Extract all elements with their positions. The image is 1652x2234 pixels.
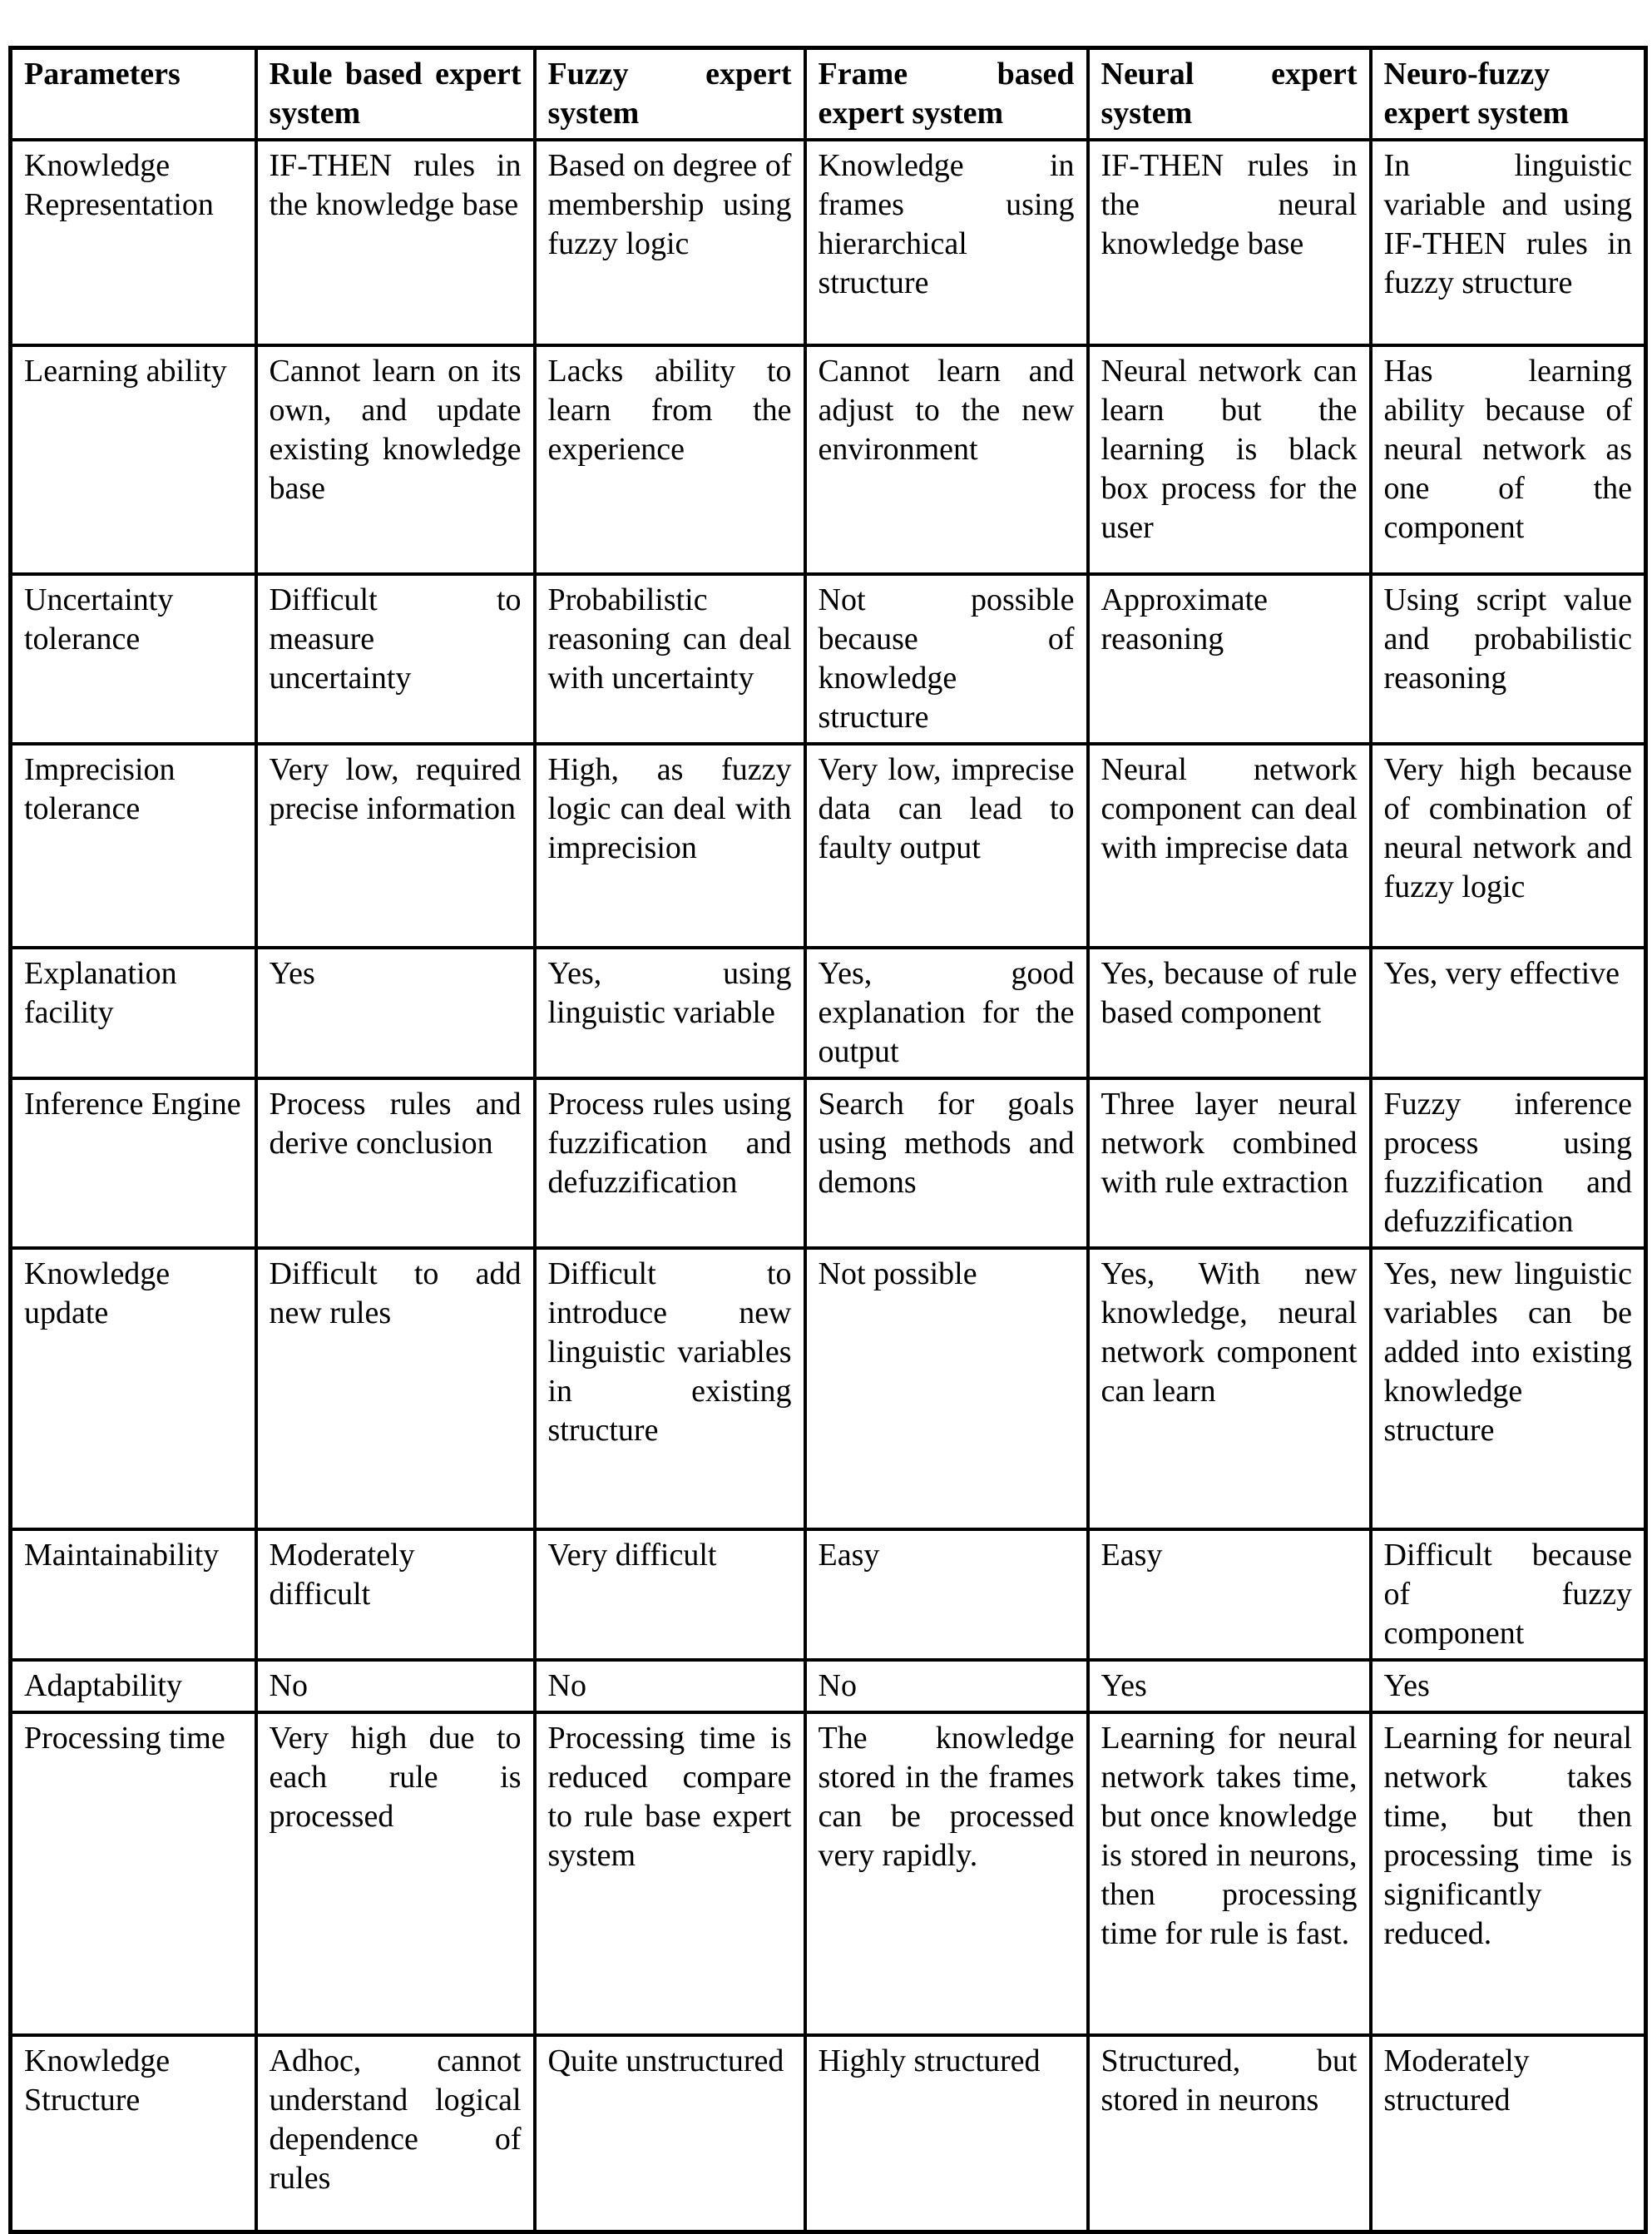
cell: Yes, new linguistic variables can be added into existing knowledge structure (1371, 1248, 1646, 1529)
table-row-imprecision-tolerance (11, 744, 1646, 948)
row-param: Knowledge Structure (11, 2035, 256, 2232)
row-param: Maintainability (11, 1529, 256, 1660)
cell: Processing time is reduced compare to rule base expert system (535, 1712, 805, 2035)
cell: Yes, good explanation for the output (805, 948, 1088, 1078)
table-row-knowledge-update (11, 1248, 1646, 1529)
cell: Lacks ability to learn from the experience (535, 345, 805, 574)
row-param: Uncertainty tolerance (11, 574, 256, 744)
row-param: Explanation facility (11, 948, 256, 1078)
column-header-parameters: Parameters (11, 48, 256, 141)
cell: IF-THEN rules in the knowledge base (256, 140, 535, 345)
cell: Moderately structured (1371, 2035, 1646, 2232)
cell: Cannot learn on its own, and update existing knowledge base (256, 345, 535, 574)
cell: Structured, but stored in neurons (1088, 2035, 1371, 2232)
column-header-neuro-fuzzy: Neuro-fuzzy expert system (1371, 48, 1646, 141)
cell: Yes, using linguistic variable (535, 948, 805, 1078)
expert-systems-comparison-table (8, 46, 1648, 2234)
row-param: Knowledge Representation (11, 140, 256, 345)
cell: Moderately difficult (256, 1529, 535, 1660)
cell: Difficult to introduce new linguistic variables in existing structure (535, 1248, 805, 1529)
cell: The knowledge stored in the frames can be processed very rapidly. (805, 1712, 1088, 2035)
cell: Yes (1371, 1660, 1646, 1712)
cell: No (256, 1660, 535, 1712)
table-row-learning-ability (11, 345, 1646, 574)
table-row-uncertainty-tolerance (11, 574, 1646, 744)
cell: Yes (256, 948, 535, 1078)
row-param: Processing time (11, 1712, 256, 2035)
cell: No (805, 1660, 1088, 1712)
cell: Search for goals using methods and demons (805, 1078, 1088, 1248)
cell: No (535, 1660, 805, 1712)
cell: High, as fuzzy logic can deal with imprecision (535, 744, 805, 948)
cell: IF-THEN rules in the neural knowledge base (1088, 140, 1371, 345)
cell: Not possible because of knowledge structure (805, 574, 1088, 744)
table-row-maintainability (11, 1529, 1646, 1660)
cell: Has learning ability because of neural network as one of the component (1371, 345, 1646, 574)
table-row-adaptability (11, 1660, 1646, 1712)
cell: Very high because of combination of neural network and fuzzy logic (1371, 744, 1646, 948)
row-param: Knowledge update (11, 1248, 256, 1529)
cell: Based on degree of membership using fuzzy logic (535, 140, 805, 345)
cell: Probabilistic reasoning can deal with uncertainty (535, 574, 805, 744)
cell: Easy (1088, 1529, 1371, 1660)
cell: Yes, because of rule based component (1088, 948, 1371, 1078)
row-param: Adaptability (11, 1660, 256, 1712)
cell: Using script value and probabilistic reasoning (1371, 574, 1646, 744)
table-header-row (11, 48, 1646, 141)
cell: Cannot learn and adjust to the new environment (805, 345, 1088, 574)
cell: Quite unstructured (535, 2035, 805, 2232)
cell: Yes, With new knowledge, neural network component can learn (1088, 1248, 1371, 1529)
table-row-processing-time (11, 1712, 1646, 2035)
row-param: Learning ability (11, 345, 256, 574)
table-row-knowledge-structure (11, 2035, 1646, 2232)
cell: Difficult to measure uncertainty (256, 574, 535, 744)
table-row-knowledge-representation (11, 140, 1646, 345)
cell: Fuzzy inference process using fuzzification and defuzzification (1371, 1078, 1646, 1248)
table-row-explanation-facility (11, 948, 1646, 1078)
cell: In linguistic variable and using IF-THEN rules in fuzzy structure (1371, 140, 1646, 345)
document-page (8, 46, 1644, 2234)
cell: Knowledge in frames using hierarchical structure (805, 140, 1088, 345)
cell: Highly structured (805, 2035, 1088, 2232)
cell: Adhoc, cannot understand logical dependence of rules (256, 2035, 535, 2232)
column-header-fuzzy: Fuzzy expert system (535, 48, 805, 141)
column-header-frame-based: Frame based expert system (805, 48, 1088, 141)
cell: Very high due to each rule is processed (256, 1712, 535, 2035)
cell: Learning for neural network takes time, but then processing time is significantly reduced. (1371, 1712, 1646, 2035)
column-header-rule-based: Rule based expert system (256, 48, 535, 141)
cell: Difficult to add new rules (256, 1248, 535, 1529)
cell: Three layer neural network combined with rule extraction (1088, 1078, 1371, 1248)
column-header-neural: Neural expert system (1088, 48, 1371, 141)
cell: Yes, very effective (1371, 948, 1646, 1078)
cell: Approximate reasoning (1088, 574, 1371, 744)
cell: Not possible (805, 1248, 1088, 1529)
cell: Process rules and derive conclusion (256, 1078, 535, 1248)
row-param: Imprecision tolerance (11, 744, 256, 948)
cell: Very low, required precise information (256, 744, 535, 948)
row-param: Inference Engine (11, 1078, 256, 1248)
cell: Very difficult (535, 1529, 805, 1660)
cell: Neural network component can deal with imprecise data (1088, 744, 1371, 948)
cell: Difficult because of fuzzy component (1371, 1529, 1646, 1660)
table-row-inference-engine (11, 1078, 1646, 1248)
cell: Easy (805, 1529, 1088, 1660)
cell: Very low, imprecise data can lead to faulty output (805, 744, 1088, 948)
cell: Learning for neural network takes time, but once knowledge is stored in neurons, then processing time for rule is fast. (1088, 1712, 1371, 2035)
cell: Process rules using fuzzification and defuzzification (535, 1078, 805, 1248)
cell: Yes (1088, 1660, 1371, 1712)
cell: Neural network can learn but the learning is black box process for the user (1088, 345, 1371, 574)
